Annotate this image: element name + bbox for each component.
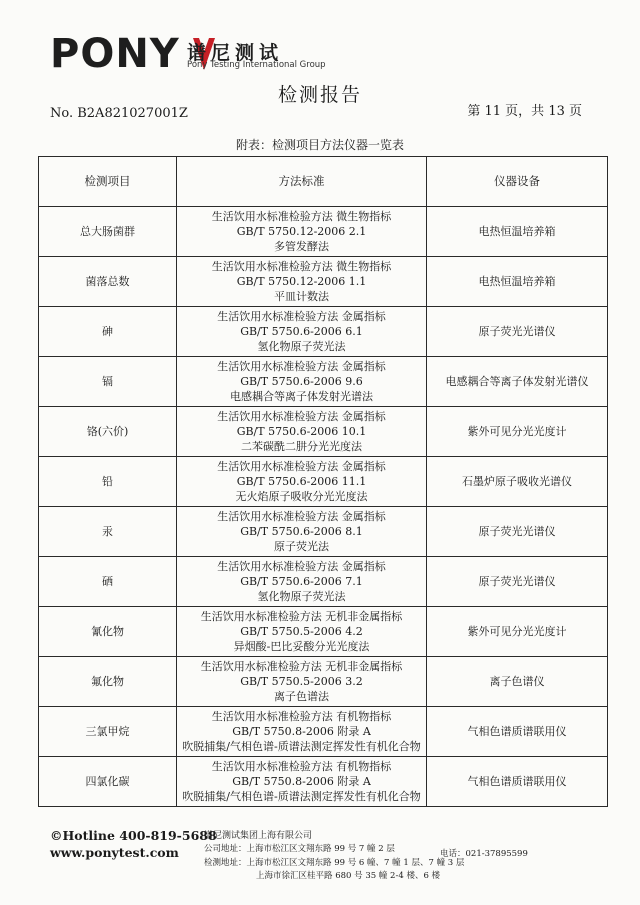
method-line: GB/T 5750.6-2006 9.6 bbox=[240, 375, 363, 388]
method-line: 生活饮用水标准检验方法 金属指标 bbox=[217, 310, 386, 323]
page-number: 第 11 页，共 13 页 bbox=[467, 104, 582, 119]
table-row bbox=[39, 657, 608, 707]
test-item-cell: 氰化物 bbox=[39, 607, 177, 657]
method-line: 离子色谱法 bbox=[274, 690, 329, 703]
method-line: 生活饮用水标准检验方法 无机非金属指标 bbox=[200, 660, 403, 673]
method-line: 生活饮用水标准检验方法 有机物指标 bbox=[211, 710, 392, 723]
instrument-cell: 电热恒温培养箱 bbox=[427, 257, 608, 307]
table-row bbox=[39, 757, 608, 807]
test-item-cell: 铬(六价) bbox=[39, 407, 177, 457]
method-line: 生活饮用水标准检验方法 无机非金属指标 bbox=[200, 610, 403, 623]
method-line: GB/T 5750.8-2006 附录 A bbox=[232, 775, 371, 788]
method-standard-cell bbox=[177, 207, 427, 257]
test-item-cell: 铅 bbox=[39, 457, 177, 507]
table-row bbox=[39, 707, 608, 757]
method-line: 生活饮用水标准检验方法 金属指标 bbox=[217, 360, 386, 373]
method-line: 吹脱捕集/气相色谱-质谱法测定挥发性有机化合物 bbox=[182, 790, 421, 803]
method-line: 氢化物原子荧光法 bbox=[257, 590, 346, 603]
instrument-cell: 原子荧光光谱仪 bbox=[427, 507, 608, 557]
method-instrument-table bbox=[38, 156, 608, 807]
method-standard-cell bbox=[177, 757, 427, 807]
table-row bbox=[39, 607, 608, 657]
method-standard-cell bbox=[177, 557, 427, 607]
instrument-cell: 紫外可见分光光度计 bbox=[427, 607, 608, 657]
lab-address: 检测地址：上海市松江区文翔东路 99 号 6 幢、7 幢 1 层、7 幢 3 层 bbox=[204, 858, 465, 868]
method-line: GB/T 5750.5-2006 4.2 bbox=[240, 625, 363, 638]
method-line: GB/T 5750.12-2006 2.1 bbox=[236, 225, 367, 238]
method-standard-cell bbox=[177, 357, 427, 407]
instrument-cell: 原子荧光光谱仪 bbox=[427, 557, 608, 607]
phone-number: 电话：021-37895599 bbox=[440, 849, 528, 859]
report-title: 检测报告 bbox=[277, 84, 362, 106]
method-line: GB/T 5750.6-2006 6.1 bbox=[240, 325, 363, 338]
method-line: 氢化物原子荧光法 bbox=[257, 340, 346, 353]
instrument-cell: 电感耦合等离子体发射光谱仪 bbox=[427, 357, 608, 407]
instrument-cell: 气相色谱质谱联用仪 bbox=[427, 757, 608, 807]
header-test-item: 检测项目 bbox=[39, 157, 177, 207]
method-line: 多管发酵法 bbox=[274, 240, 329, 253]
table-row bbox=[39, 307, 608, 357]
method-line: 平皿计数法 bbox=[274, 290, 329, 303]
method-line: GB/T 5750.8-2006 附录 A bbox=[232, 725, 371, 738]
method-standard-cell bbox=[177, 307, 427, 357]
instrument-cell: 原子荧光光谱仪 bbox=[427, 307, 608, 357]
annex-title: 附表：检测项目方法仪器一览表 bbox=[235, 138, 404, 152]
table-row bbox=[39, 457, 608, 507]
method-line: 无火焰原子吸收分光光度法 bbox=[235, 490, 368, 503]
hotline: ©Hotline 400-819-5688 bbox=[50, 828, 217, 843]
method-line: 生活饮用水标准检验方法 金属指标 bbox=[217, 560, 386, 573]
test-item-cell: 菌落总数 bbox=[39, 257, 177, 307]
method-line: 生活饮用水标准检验方法 金属指标 bbox=[217, 510, 386, 523]
method-standard-cell bbox=[177, 507, 427, 557]
table-row bbox=[39, 207, 608, 257]
instrument-cell: 电热恒温培养箱 bbox=[427, 207, 608, 257]
test-item-cell: 四氯化碳 bbox=[39, 757, 177, 807]
test-item-cell: 汞 bbox=[39, 507, 177, 557]
method-standard-cell bbox=[177, 707, 427, 757]
method-line: 生活饮用水标准检验方法 微生物指标 bbox=[211, 260, 392, 273]
method-line: 异烟酸-巴比妥酸分光光度法 bbox=[233, 640, 370, 653]
method-line: 二苯碳酰二肼分光光度法 bbox=[241, 440, 362, 453]
method-line: 生活饮用水标准检验方法 金属指标 bbox=[217, 410, 386, 423]
copyright-icon: © bbox=[50, 828, 63, 843]
table-row bbox=[39, 357, 608, 407]
logo-wordmark: PONY bbox=[50, 31, 180, 77]
method-line: 吹脱捕集/气相色谱-质谱法测定挥发性有机化合物 bbox=[182, 740, 421, 753]
lab-address-second: 上海市徐汇区桂平路 680 号 35 幢 2-4 楼、6 楼 bbox=[256, 871, 441, 881]
method-line: GB/T 5750.6-2006 7.1 bbox=[240, 575, 363, 588]
page-footer bbox=[0, 822, 640, 902]
test-item-cell: 镉 bbox=[39, 357, 177, 407]
method-line: GB/T 5750.6-2006 11.1 bbox=[236, 475, 367, 488]
method-line: 原子荧光法 bbox=[274, 540, 329, 553]
method-standard-cell bbox=[177, 407, 427, 457]
header-instrument: 仪器设备 bbox=[427, 157, 608, 207]
instrument-cell: 离子色谱仪 bbox=[427, 657, 608, 707]
instrument-cell: 气相色谱质谱联用仪 bbox=[427, 707, 608, 757]
table-row bbox=[39, 507, 608, 557]
table-row bbox=[39, 407, 608, 457]
method-line: GB/T 5750.12-2006 1.1 bbox=[236, 275, 367, 288]
method-standard-cell bbox=[177, 257, 427, 307]
table-header-row bbox=[39, 157, 608, 207]
method-line: 生活饮用水标准检验方法 有机物指标 bbox=[211, 760, 392, 773]
report-number: No. B2A821027001Z bbox=[50, 106, 188, 121]
test-item-cell: 砷 bbox=[39, 307, 177, 357]
method-line: 生活饮用水标准检验方法 金属指标 bbox=[217, 460, 386, 473]
header-method-standard: 方法标准 bbox=[177, 157, 427, 207]
method-standard-cell bbox=[177, 457, 427, 507]
test-item-cell: 氟化物 bbox=[39, 657, 177, 707]
website: www.ponytest.com bbox=[50, 845, 179, 860]
company-name: 谱尼测试集团上海有限公司 bbox=[204, 831, 313, 841]
method-standard-cell bbox=[177, 607, 427, 657]
company-address: 公司地址：上海市松江区文翔东路 99 号 7 幢 2 层 bbox=[204, 844, 395, 854]
test-item-cell: 硒 bbox=[39, 557, 177, 607]
method-standard-cell bbox=[177, 657, 427, 707]
method-line: 电感耦合等离子体发射光谱法 bbox=[230, 390, 373, 403]
method-line: GB/T 5750.6-2006 10.1 bbox=[236, 425, 367, 438]
test-item-cell: 三氯甲烷 bbox=[39, 707, 177, 757]
method-line: GB/T 5750.5-2006 3.2 bbox=[240, 675, 363, 688]
brand-english-name: Pony Testing International Group bbox=[187, 60, 326, 70]
method-line: GB/T 5750.6-2006 8.1 bbox=[240, 525, 363, 538]
table-row bbox=[39, 257, 608, 307]
instrument-cell: 紫外可见分光光度计 bbox=[427, 407, 608, 457]
brand-chinese-name: 谱尼测试 bbox=[187, 42, 284, 64]
instrument-cell: 石墨炉原子吸收光谱仪 bbox=[427, 457, 608, 507]
test-item-cell: 总大肠菌群 bbox=[39, 207, 177, 257]
table-row bbox=[39, 557, 608, 607]
method-line: 生活饮用水标准检验方法 微生物指标 bbox=[211, 210, 392, 223]
